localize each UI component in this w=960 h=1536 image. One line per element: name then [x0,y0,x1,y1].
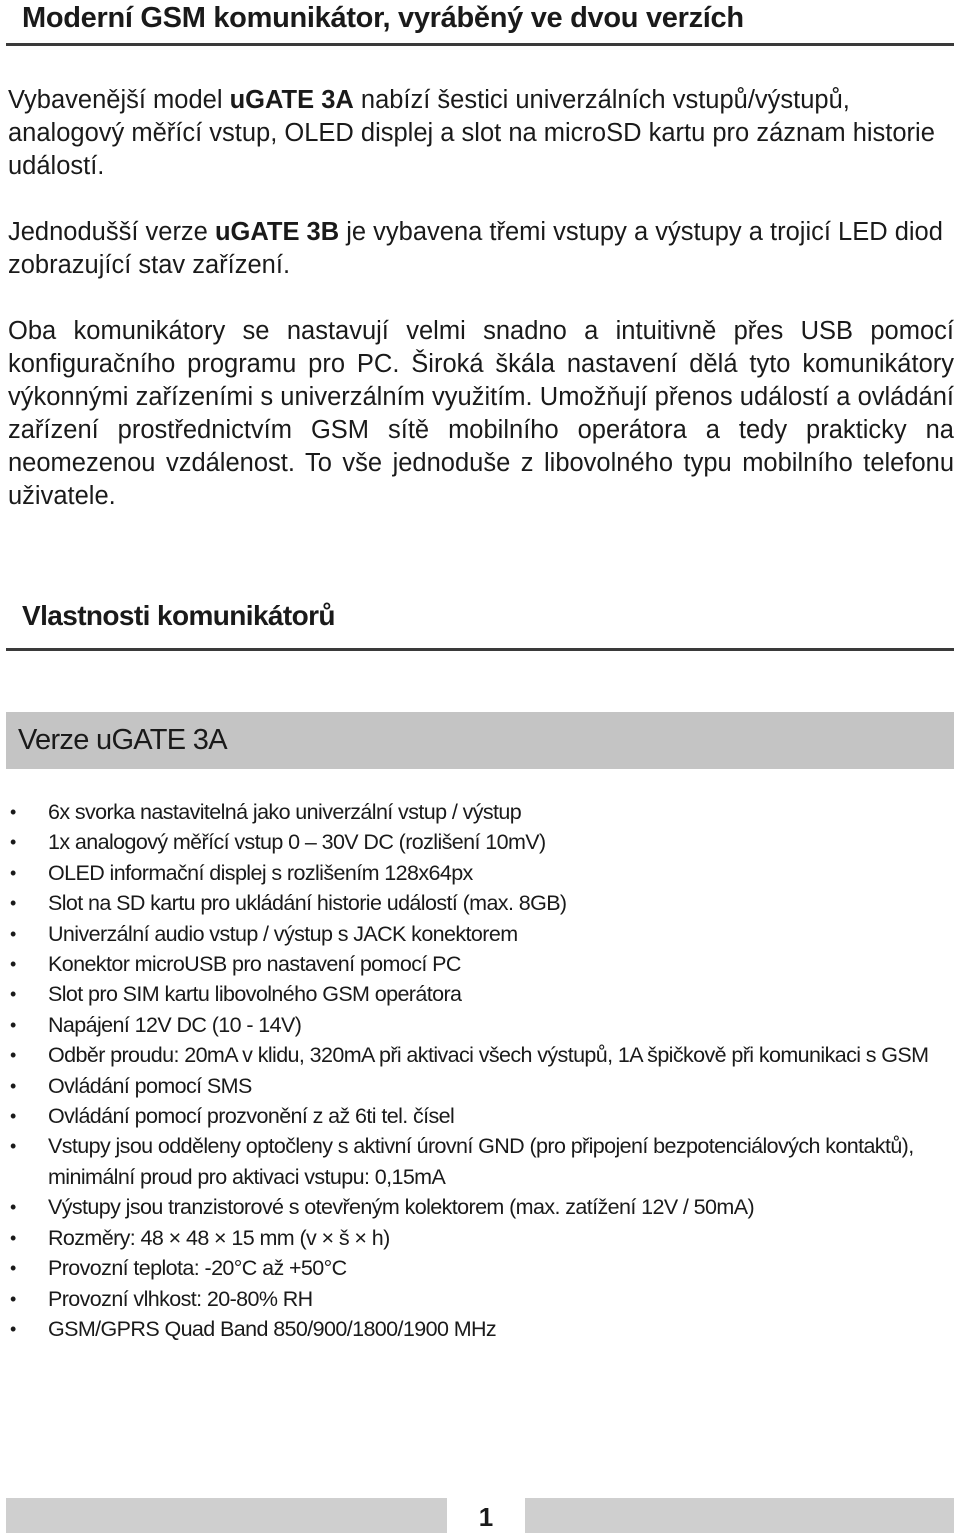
list-item: • Slot na SD kartu pro ukládání historie událostí (max. 8GB) [0,888,960,918]
title-divider [6,43,954,46]
intro-paragraph-3: Oba komunikátory se nastavují velmi snadno a intuitivně přes USB pomocí konfiguračního programu pro PC. Široká škála nastavení dělá tyto komunikátory výkonnými zařízeními s univerzálním využitím. Umožňují přenos událostí a ovládání zařízení prostřednictvím GSM sítě mobilního operátora a tedy prakticky na neomezenou vzdálenost. To vše jednoduše z libovolného typu mobilního telefonu uživatele. [8,317,954,510]
version-header-band [6,712,954,769]
bullet-icon: • [10,1075,16,1096]
bullet-icon: • [10,1136,16,1157]
list-item: • Provozní teplota: -20°C až +50°C [0,1253,960,1283]
model-name-3b: uGATE 3B [214,218,340,246]
bullet-icon: • [10,1106,16,1127]
bullet-icon: • [10,832,16,853]
bullet-icon: • [10,984,16,1005]
list-item: • Konektor microUSB pro nastavení pomocí PC [0,949,960,979]
bullet-icon: • [10,1045,16,1066]
list-item: • Výstupy jsou tranzistorové s otevřeným kolektorem (max. zatížení 12V / 50mA) [0,1192,960,1222]
list-item: • Ovládání pomocí prozvonění z až 6ti tel. čísel [0,1101,960,1131]
bullet-icon: • [10,893,16,914]
list-item: • GSM/GPRS Quad Band 850/900/1800/1900 MHz [0,1314,960,1344]
model-name-3a: uGATE 3A [229,86,354,114]
list-item: • Napájení 12V DC (10 - 14V) [0,1010,960,1040]
bullet-icon: • [10,1318,16,1339]
list-item: • Vstupy jsou odděleny optočleny s aktivní úrovní GND (pro připojení bezpotenciálových kontaktů), minimální proud pro aktivaci vstupu: 0,15mA [0,1131,960,1192]
list-item: • Ovládání pomocí SMS [0,1071,960,1101]
bullet-icon: • [10,954,16,975]
bullet-icon: • [10,923,16,944]
page-title: Moderní GSM komunikátor, vyráběný ve dvou verzích [22,2,744,34]
list-item: • Univerzální audio vstup / výstup s JACK konektorem [0,919,960,949]
section-divider [6,648,954,651]
bullet-icon: • [10,1258,16,1279]
section-heading: Vlastnosti komunikátorů [22,600,335,631]
page-footer [6,1498,954,1533]
list-item: • OLED informační displej s rozlišením 128x64px [0,858,960,888]
list-item: • Rozměry: 48 × 48 × 15 mm (v × š × h) [0,1223,960,1253]
intro-paragraph-2: Jednodušší verze uGATE 3B je vybavena třemi vstupy a výstupy a trojicí LED diod zobrazující stav zařízení. [8,218,943,279]
bullet-icon: • [10,1197,16,1218]
bullet-icon: • [10,802,16,822]
list-item: • Provozní vlhkost: 20-80% RH [0,1284,960,1314]
bullet-icon: • [10,1288,16,1309]
list-item: • 1x analogový měřící vstup 0 – 30V DC (rozlišení 10mV) [0,827,960,857]
list-item: • Slot pro SIM kartu libovolného GSM operátora [0,979,960,1009]
list-item: • Odběr proudu: 20mA v klidu, 320mA při aktivaci všech výstupů, 1A špičkově při komunikaci s GSM [0,1040,960,1070]
page-number: 1 [447,1498,525,1533]
version-title: Verze uGATE 3A [18,724,227,756]
bullet-icon: • [10,1227,16,1248]
bullet-icon: • [10,862,16,883]
bullet-icon: • [10,1014,16,1035]
feature-list [0,797,960,1344]
intro-paragraph-1: Vybavenější model uGATE 3A nabízí šestici univerzálních vstupů/výstupů, analogový měřící vstup, OLED displej a slot na microSD kartu pro záznam historie událostí. [8,86,935,180]
list-item: • 6x svorka nastavitelná jako univerzální vstup / výstup [0,797,960,827]
